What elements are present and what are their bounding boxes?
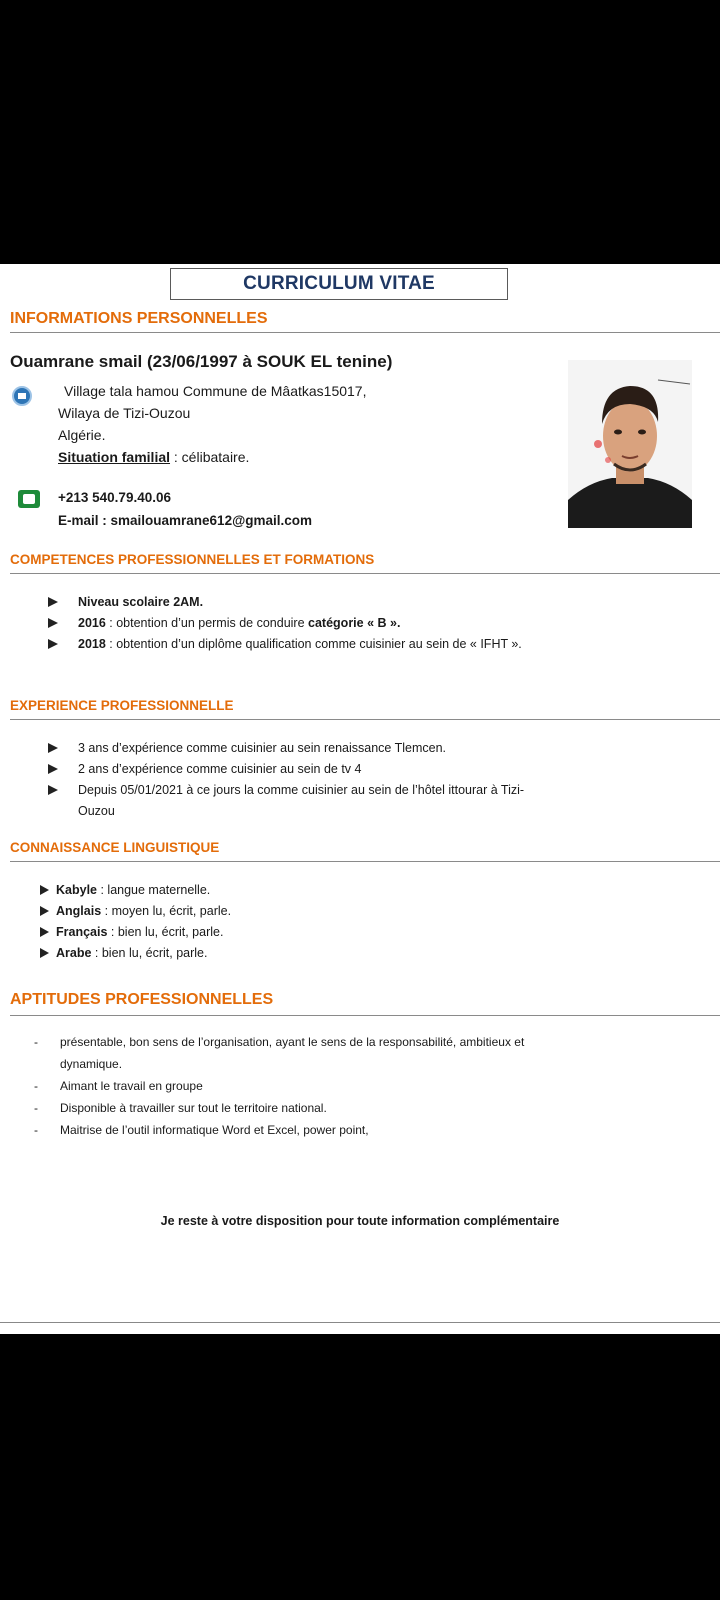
list-item: 3 ans d’expérience comme cuisinier au sein renaissance Tlemcen. xyxy=(48,738,524,759)
phone-number: +213 540.79.40.06 xyxy=(58,490,171,505)
arrow-bullet-icon xyxy=(40,885,49,895)
list-item: - Aimant le travail en groupe xyxy=(34,1079,203,1093)
phone-icon xyxy=(18,490,40,508)
arrow-bullet-icon xyxy=(48,639,58,649)
aptitudes-list xyxy=(34,1031,524,1141)
arrow-bullet-icon xyxy=(40,927,49,937)
divider xyxy=(10,719,720,720)
family-status-value: : célibataire. xyxy=(170,449,250,465)
arrow-bullet-icon xyxy=(48,597,58,607)
arrow-bullet-icon xyxy=(40,948,49,958)
divider xyxy=(10,573,720,574)
divider xyxy=(10,861,720,862)
list-item: Kabyle : langue maternelle. xyxy=(40,880,231,901)
name-line: Ouamrane smail (23/06/1997 à SOUK EL tenine) xyxy=(10,352,393,371)
arrow-bullet-icon xyxy=(40,906,49,916)
cv-page xyxy=(0,264,720,1334)
list-item: Anglais : moyen lu, écrit, parle. xyxy=(40,901,231,922)
section-heading-languages: CONNAISSANCE LINGUISTIQUE xyxy=(10,840,220,855)
divider xyxy=(10,1015,720,1016)
divider xyxy=(10,332,720,333)
list-item: 2016 : obtention d’un permis de conduire catégorie « B ». xyxy=(48,613,522,634)
list-item-continuation: dynamique. xyxy=(60,1057,123,1071)
list-item: - Disponible à travailler sur tout le territoire national. xyxy=(34,1101,327,1115)
section-heading-competences: COMPETENCES PROFESSIONNELLES ET FORMATIONS xyxy=(10,552,375,567)
address-line-2: Wilaya de Tizi-Ouzou xyxy=(58,405,191,421)
list-item: 2 ans d’expérience comme cuisinier au sein de tv 4 xyxy=(48,759,524,780)
list-item-continuation: Ouzou xyxy=(78,804,115,818)
list-item: Depuis 05/01/2021 à ce jours la comme cuisinier au sein de l’hôtel ittourar à Tizi- xyxy=(48,780,524,801)
envelope-icon xyxy=(12,386,32,406)
profile-photo-illustration xyxy=(568,360,692,528)
footer-divider xyxy=(0,1322,720,1323)
email: E-mail : smailouamrane612@gmail.com xyxy=(58,513,313,528)
list-item: 2018 : obtention d’un diplôme qualification comme cuisinier au sein de « IFHT ». xyxy=(48,634,522,655)
closing-statement: Je reste à votre disposition pour toute information complémentaire xyxy=(160,1214,560,1228)
arrow-bullet-icon xyxy=(48,764,58,774)
cv-title: CURRICULUM VITAE xyxy=(170,268,508,300)
list-item: Français : bien lu, écrit, parle. xyxy=(40,922,231,943)
profile-photo xyxy=(568,360,692,528)
languages-list xyxy=(40,880,231,964)
arrow-bullet-icon xyxy=(48,785,58,795)
arrow-bullet-icon xyxy=(48,618,58,628)
address-line-3: Algérie. xyxy=(58,427,106,443)
family-status xyxy=(58,449,249,465)
family-status-label: Situation familial xyxy=(58,449,171,465)
experience-list xyxy=(48,738,524,822)
competences-list xyxy=(48,592,522,655)
section-heading-aptitudes: APTITUDES PROFESSIONNELLES xyxy=(10,991,274,1008)
list-item: - Maitrise de l’outil informatique Word et Excel, power point, xyxy=(34,1123,369,1137)
section-heading-personal: INFORMATIONS PERSONNELLES xyxy=(10,310,268,327)
list-item: Arabe : bien lu, écrit, parle. xyxy=(40,943,231,964)
list-item: - présentable, bon sens de l’organisation, ayant le sens de la responsabilité, ambitieux et xyxy=(34,1035,525,1049)
list-item: Niveau scolaire 2AM. xyxy=(48,592,522,613)
arrow-bullet-icon xyxy=(48,743,58,753)
section-heading-experience: EXPERIENCE PROFESSIONNELLE xyxy=(10,698,234,713)
address-line-1: Village tala hamou Commune de Mâatkas15017, xyxy=(64,383,367,399)
